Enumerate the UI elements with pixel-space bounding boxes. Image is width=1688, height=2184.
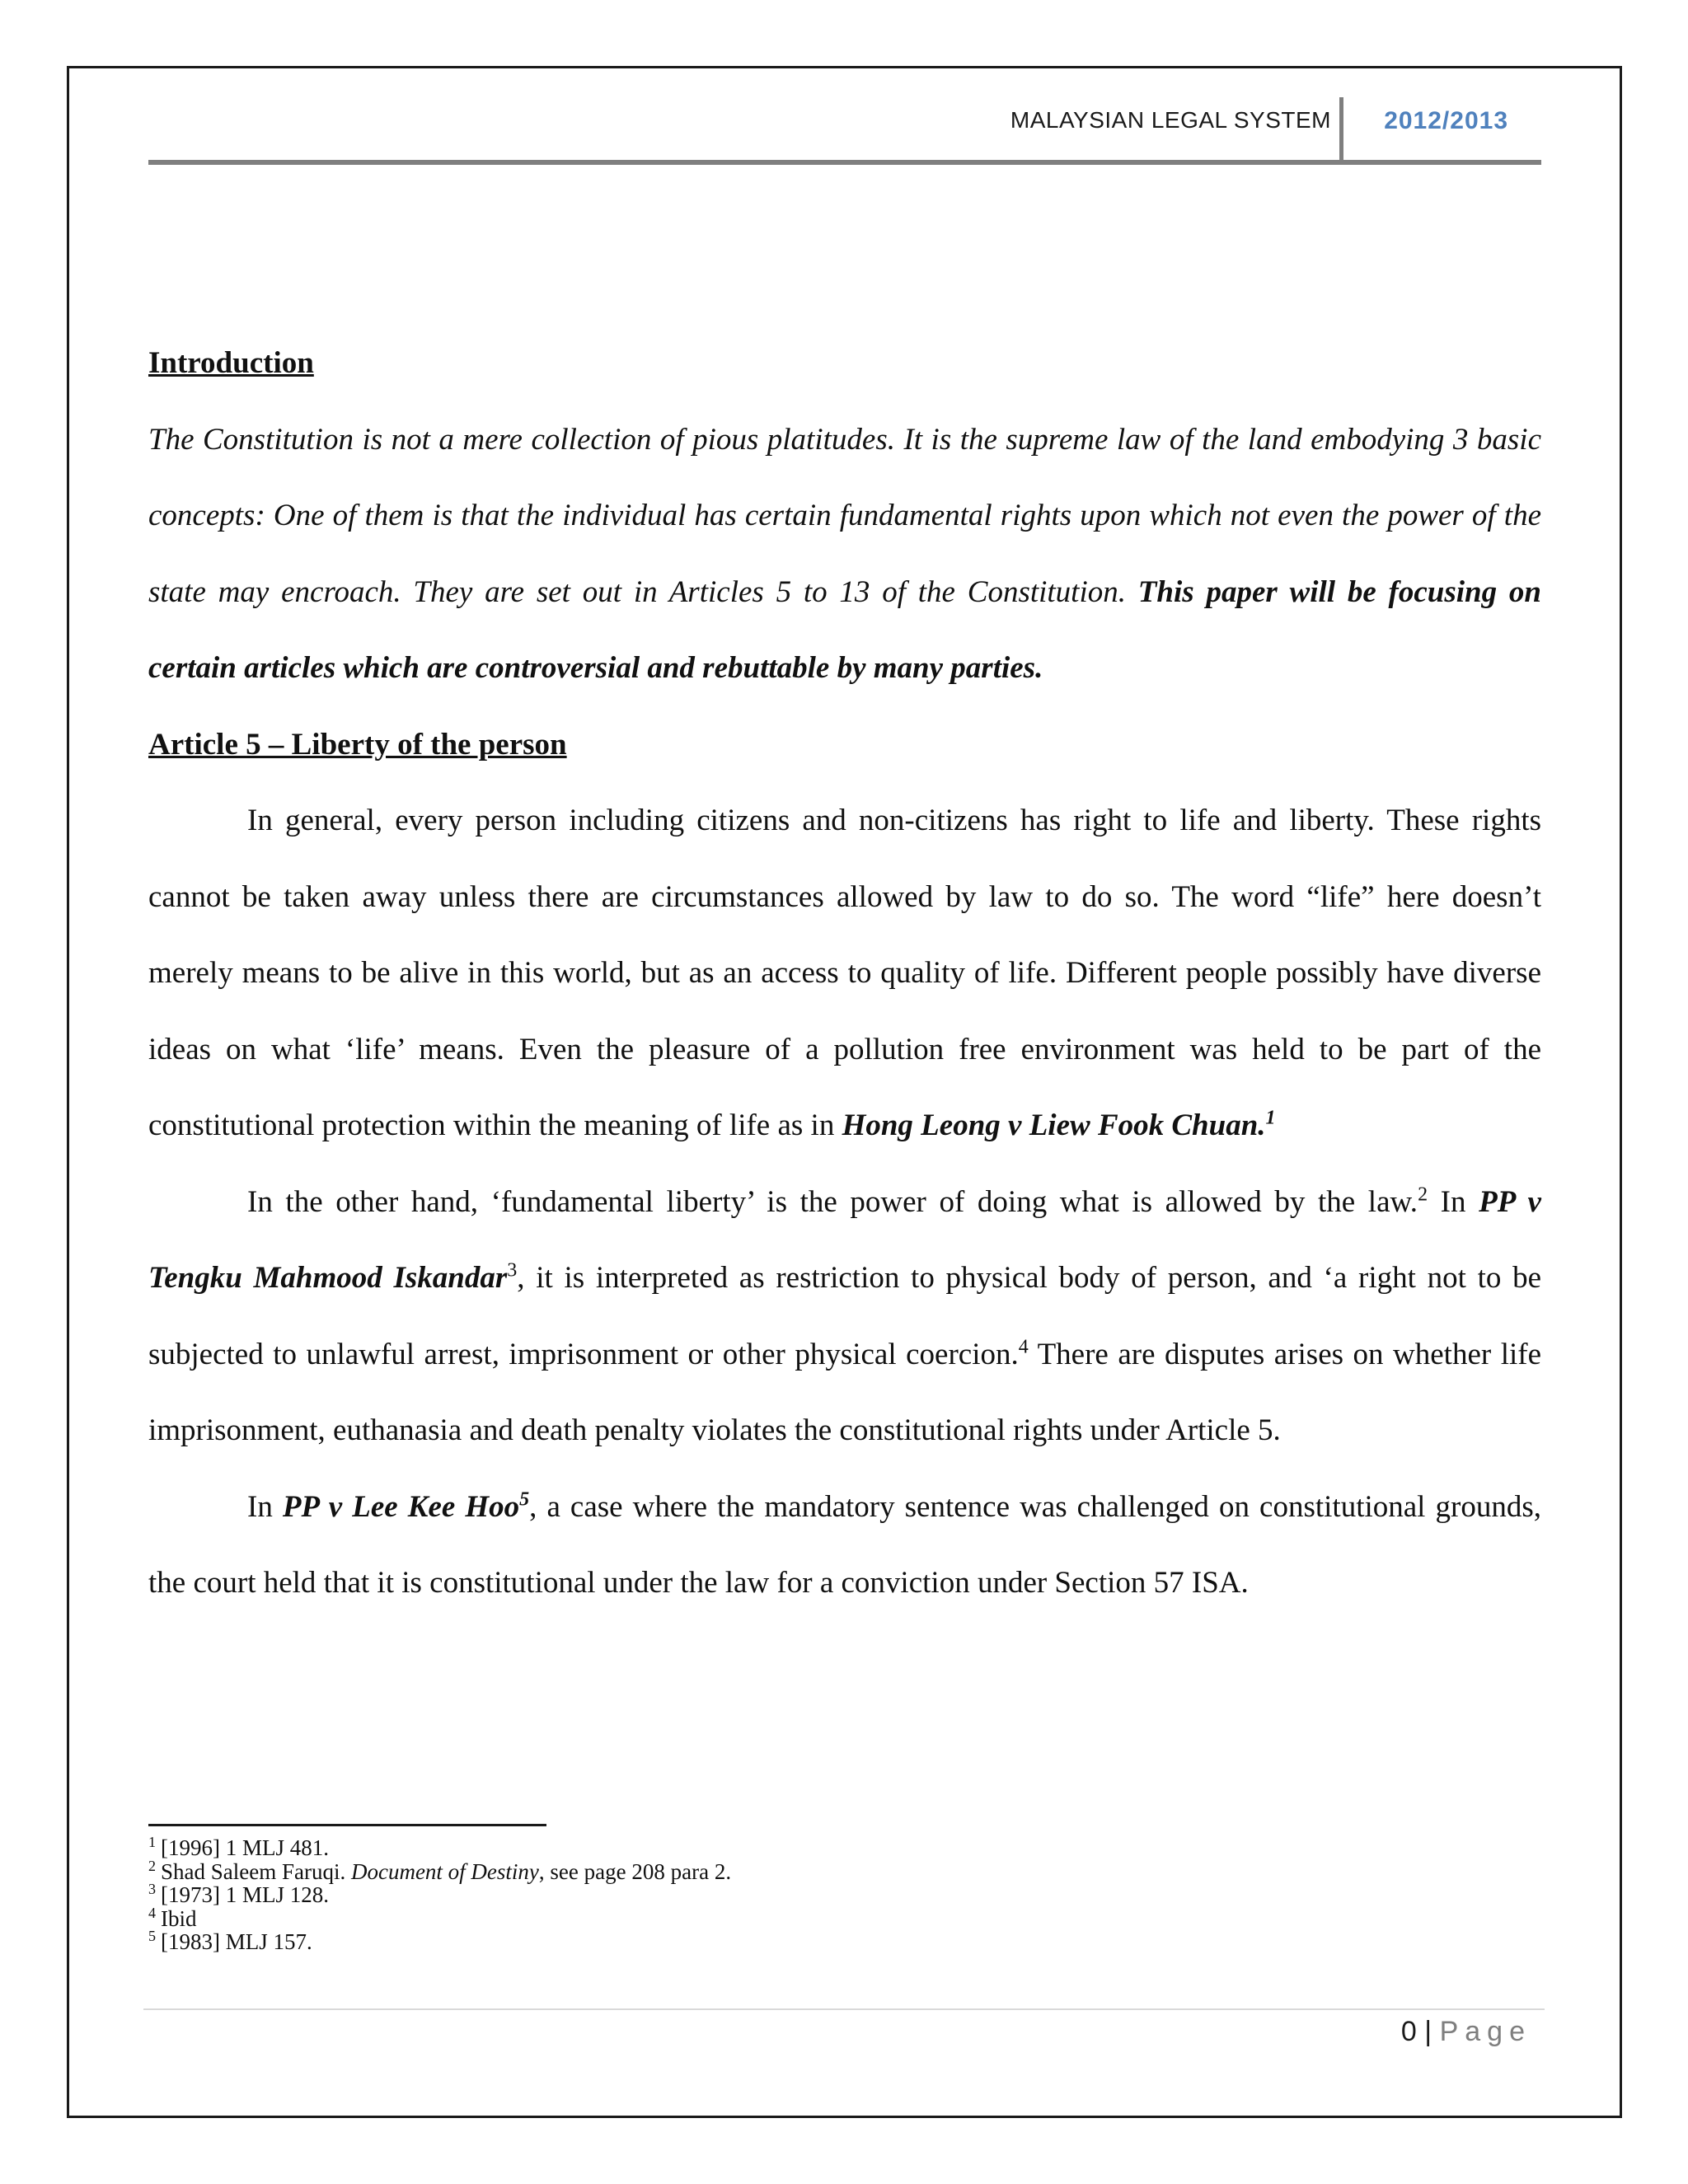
header-title: MALAYSIAN LEGAL SYSTEM (1010, 107, 1331, 133)
article5-heading: Article 5 – Liberty of the person (148, 727, 567, 762)
footnote-number: 4 (148, 1904, 156, 1921)
document-body (148, 326, 1541, 1622)
page-label: Page (1439, 2016, 1531, 2047)
p3-text-b: , a case where the mandatory sentence was challenged on constitutional grounds, the court held that it is constitutional under the law for a conviction under Section 57 ISA. (148, 1489, 1541, 1600)
article5-paragraph-2 (148, 1165, 1541, 1469)
p2-text-b: In (1428, 1184, 1479, 1219)
footnote-ref-5: 5 (519, 1488, 530, 1511)
intro-italic-text: The Constitution is not a mere collection of pious platitudes. It is the supreme law of the land embodying 3 basic concepts: One of them is that the individual has certain fundamental rights upon which not even the power of the state may encroach. They are set out in Articles 5 to 13 of the Constitution. (148, 422, 1541, 609)
footnote-item (148, 1930, 1302, 1954)
footnote-ref-3: 3 (507, 1259, 518, 1282)
article5-paragraph-1 (148, 783, 1541, 1165)
case-hong-leong: Hong Leong v Liew Fook Chuan. (842, 1108, 1266, 1142)
page-header (148, 97, 1541, 165)
intro-heading: Introduction (148, 346, 314, 380)
footnote-number: 5 (148, 1928, 156, 1944)
footnote-ref-1: 1 (1265, 1107, 1276, 1129)
footnote-ref-2: 2 (1418, 1183, 1428, 1206)
footnote-separator (148, 1824, 546, 1826)
footnote-text: [1973] 1 MLJ 128. (161, 1882, 329, 1907)
header-year: 2012/2013 (1384, 107, 1508, 134)
p3-text-a: In (247, 1489, 283, 1524)
footnote-item (148, 1883, 1302, 1907)
footnote-number: 2 (148, 1857, 156, 1874)
page-footer (1401, 2011, 1531, 2052)
footnote-number: 3 (148, 1881, 156, 1897)
footnote-number: 1 (148, 1834, 156, 1850)
footnotes (148, 1836, 1302, 1954)
p2-text-d: There are disputes arises on whether life imprisonment, euthanasia and death penalty violates the constitutional rights under Article 5. (148, 1337, 1541, 1447)
footer-separator: | (1424, 2016, 1432, 2047)
footnote-item (148, 1836, 1302, 1860)
footnote-item (148, 1904, 1302, 1931)
p2-text-a: In the other hand, ‘fundamental liberty’ is the power of doing what is allowed by the law. (247, 1184, 1418, 1219)
case-tengku-mahmood: PP v Tengku Mahmood Iskandar (148, 1184, 1541, 1295)
p2-text-c: , it is interpreted as restriction to physical body of person, and ‘a right not to be subjected to unlawful arrest, imprisonment or other physical coercion. (148, 1261, 1541, 1371)
page-number: 0 (1400, 2016, 1417, 2047)
footnote-book-title: Document of Destiny (350, 1858, 539, 1884)
header-divider (1339, 97, 1343, 162)
article5-paragraph-3 (148, 1469, 1541, 1622)
intro-paragraph (148, 402, 1541, 707)
footnote-item (148, 1857, 1302, 1884)
footnote-text: [1996] 1 MLJ 481. (161, 1835, 329, 1860)
case-lee-kee-hoo: PP v Lee Kee Hoo (282, 1489, 520, 1524)
p1-text: In general, every person including citizens and non-citizens has right to life and liberty. These rights cannot be taken away unless there are circumstances allowed by law to do so. The word “life” here doesn’t merely means to be alive in this world, but as an access to quality of life. Different people possibly have diverse ideas on what ‘life’ means. Even the pleasure of a pollution free environment was held to be part of the constitutional protection within the meaning of life as in (148, 804, 1541, 1142)
footnote-text: [1983] MLJ 157. (161, 1929, 312, 1954)
footnote-text: , see page 208 para 2. (538, 1858, 732, 1884)
footnote-text: Ibid (161, 1905, 197, 1931)
intro-bold-text: This paper will be focusing on certain articles which are controversial and rebuttable by many parties. (148, 574, 1541, 685)
footer-rule (143, 2008, 1545, 2010)
footnote-ref-4: 4 (1018, 1336, 1029, 1358)
header-rule (148, 160, 1541, 165)
footnote-text: Shad Saleem Faruqi. (161, 1858, 351, 1884)
